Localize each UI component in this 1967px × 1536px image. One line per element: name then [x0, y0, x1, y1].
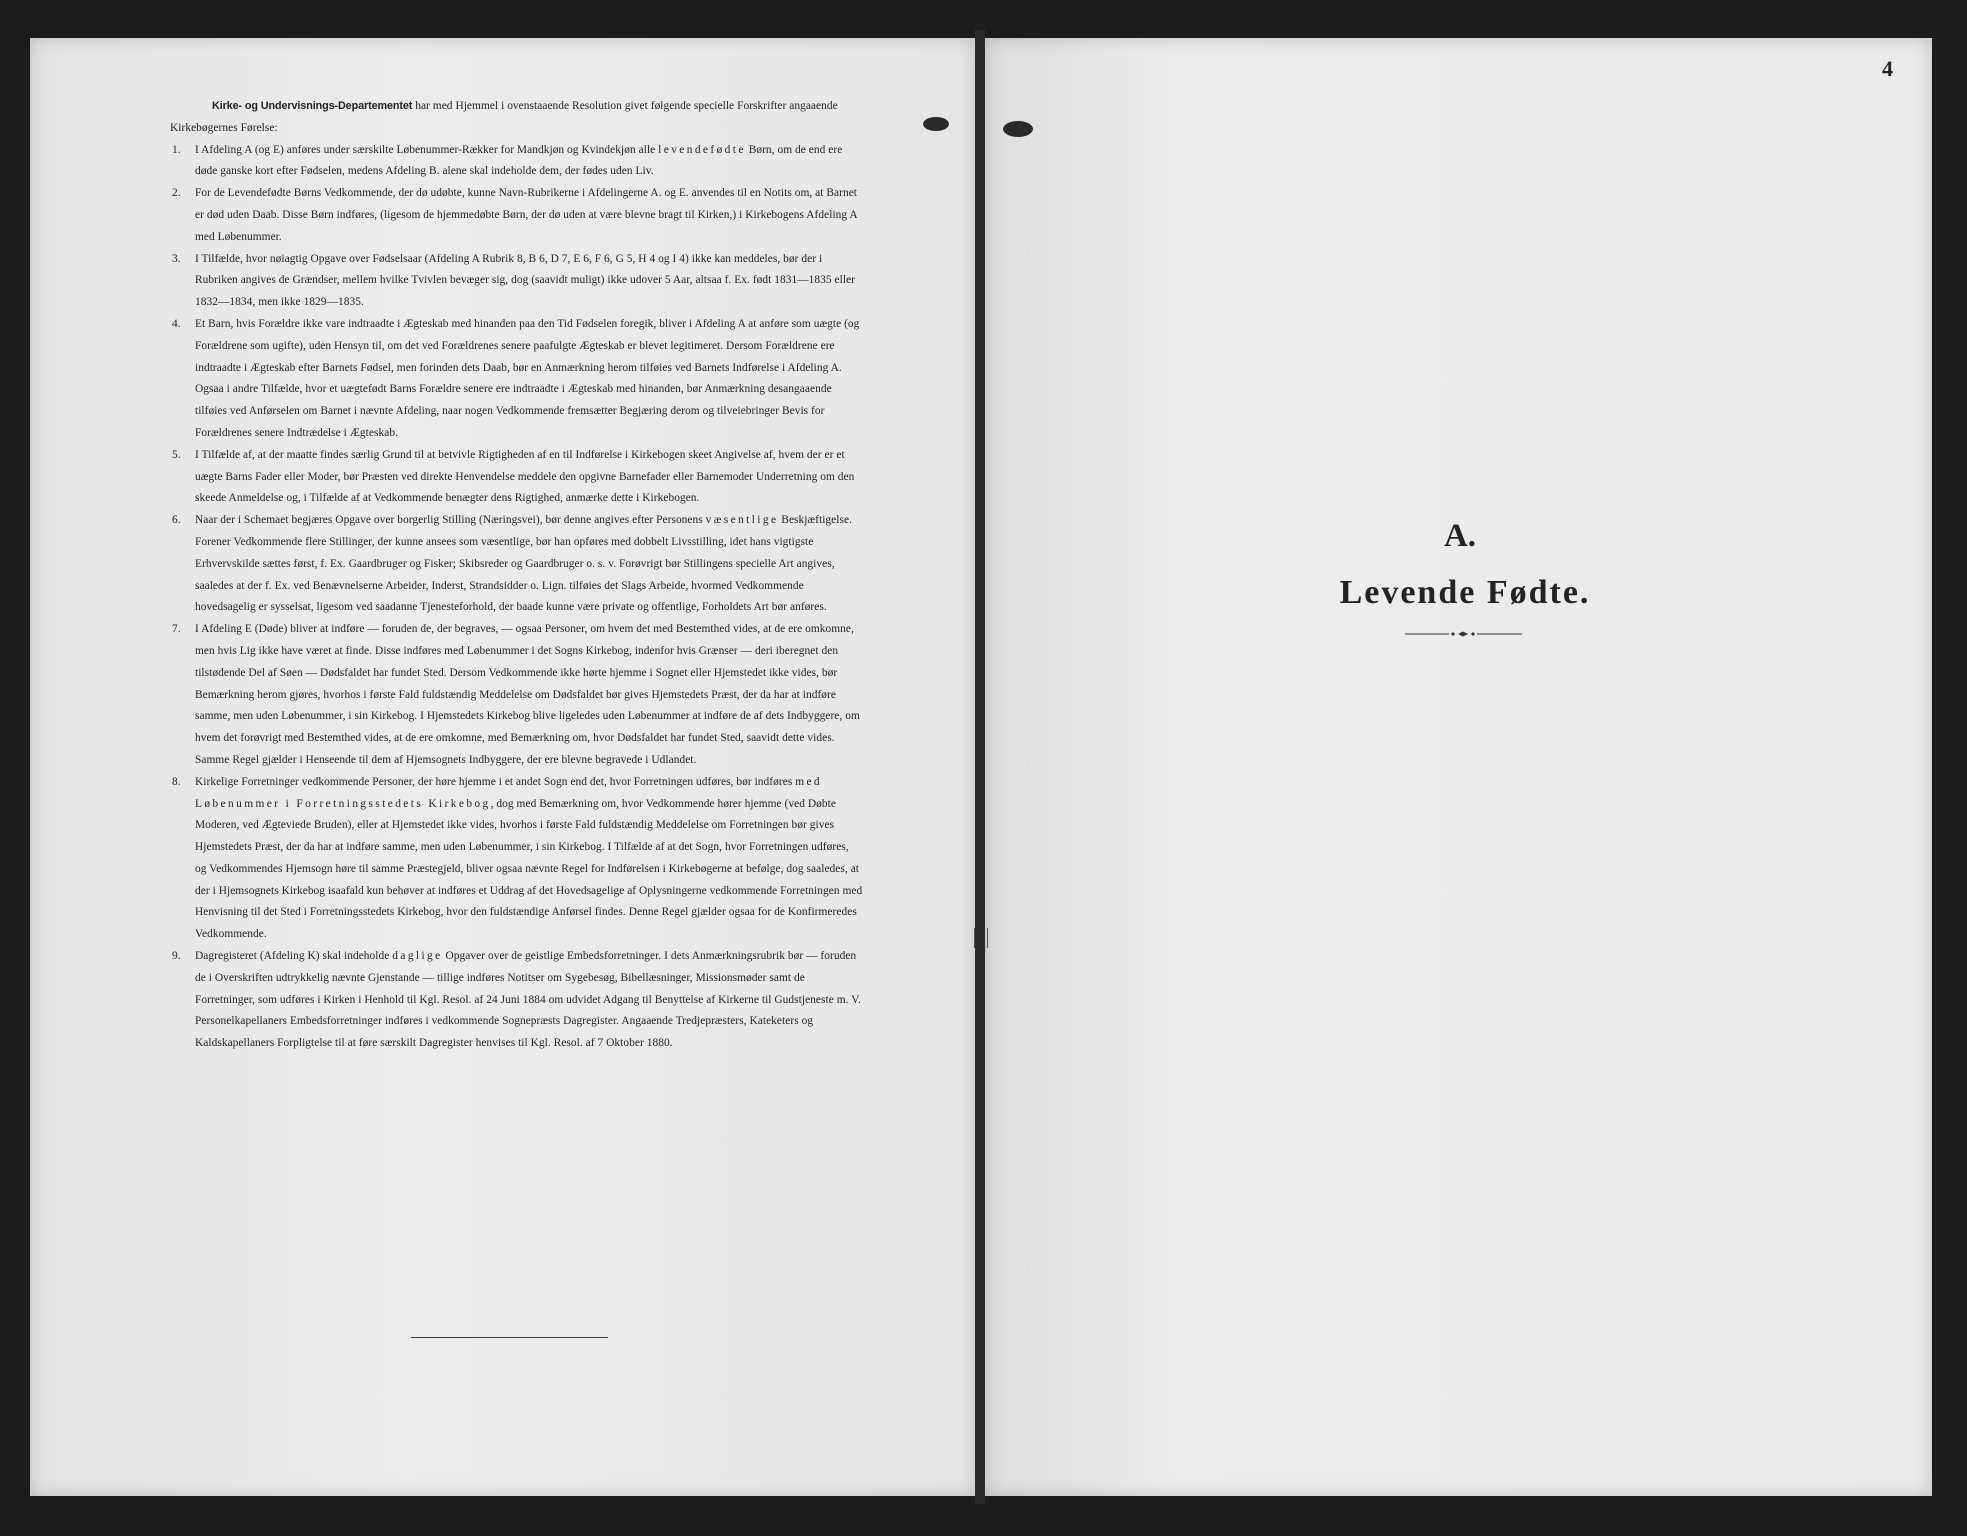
- rule-number: 3.: [172, 252, 181, 265]
- rule-text: Dagregisteret (Afdeling K) skal indeholde: [195, 950, 393, 963]
- rule-number: 7.: [172, 623, 181, 636]
- rule-item: [170, 249, 863, 314]
- rule-text: Opgaver over de geistlige Embedsforretninger. I dets Anmærkningsrubrik bør — foruden de i Overskriften udtrykkelig nævnte Gjenstande — tillige indføres Notitser om Sygebesøg, Bibellæsninger, Missionsmøder samt de Forretninger, som udføres i Kirken i Henhold til Kgl. Resol. af 24 Juni 1884 om udvidet Adgang til Benyttelse af Kirkerne til Gudstjeneste m. V. Personelkapellaners Embedsforretninger indføres i vedkommende Sognepræsts Dagregister. Angaaende Tredjepræsters, Kateketers og Kaldskapellaners Forpligtelse til at føre særskilt Dagregister henvises til Kgl. Resol. af 7 Oktober 1880.: [195, 950, 861, 1050]
- rule-text: Børn, om de end ere døde ganske kort efter Fødselen, medens Afdeling B. alene skal indeholde dem, der fødes uden Liv.: [195, 143, 843, 178]
- section-letter: A.: [1443, 518, 1477, 554]
- book-gutter: [975, 30, 985, 1504]
- rule-number: 8.: [172, 775, 181, 788]
- rule-item: [170, 140, 863, 184]
- rule-text: Naar der i Schemaet begjæres Opgave over borgerlig Stilling (Næringsvei), bør denne angives efter Personens: [195, 514, 706, 527]
- right-page: [985, 38, 1932, 1496]
- rule-text: Et Barn, hvis Forældre ikke vare indtraadte i Ægteskab med hinanden paa den Tid Fødselen foregik, bliver i Afdeling A at anføre som uægte (og Forældrene som ugifte), uden Hensyn til, om det ved Forældrenes senere paafulgte Ægteskab er blevet legitimeret. Dersom Forældrene ere indtraadte i Ægteskab efter Barnets Fødsel, men forinden dets Daab, bør en Anmærkning herom tilføies ved Barnets Indførelse i Afdeling A. Ogsaa i andre Tilfælde, hvor et uægtefødt Barns Forældre senere ere indtraadte i Ægteskab med hinanden, bør Anmærkning desangaaende tilføies ved Anførselen om Barnet i nævnte Afdeling, naar nogen Vedkommende fremsætter Begjæring derom og tilveiebringer Bevis for Forældrenes senere Indtrædelse i Ægteskab.: [195, 317, 860, 439]
- page-number: 4: [1882, 56, 1893, 81]
- rule-number: 2.: [172, 187, 181, 200]
- rule-item: [170, 445, 863, 510]
- rules-list: [170, 140, 863, 1055]
- rule-number: 4.: [172, 317, 181, 330]
- binding-stitch: [974, 928, 988, 948]
- rule-emphasis: med Løbenummer i Forretningsstedets Kirkebog: [195, 775, 823, 810]
- ink-blot: [1003, 121, 1033, 137]
- rule-text: Beskjæftigelse. Forener Vedkommende flere Stillinger, der kunne ansees som væsentlige, bør han opføres med dobbelt Livsstilling, idet hans vigtigste Erhvervskilde sættes først, f. Ex. Gaardbruger og Fisker; Skibsreder og Gaardbruger o. s. v. Forøvrigt bør Stillingens specielle Art angives, saaledes at der f. Ex. ved Benævnelserne Arbeider, Inderst, Strandsidder o. Lign. tilføies det Slags Arbeide, hvormed Vedkommende hovedsagelig er sysselsat, ligesom ved saadanne Tjenesteforhold, der baade kunne være private og offentlige, Forholdets Art bør anføres.: [195, 514, 852, 614]
- rule-emphasis: daglige: [392, 950, 443, 963]
- rule-item: [170, 772, 863, 946]
- rule-text: I Tilfælde, hvor nøiagtig Opgave over Fødselsaar (Afdeling A Rubrik 8, B 6, D 7, E 6, F 6, G 5, H 4 og I 4) ikke kan meddeles, bør der i Rubriken angives de Grændser, mellem hvilke Tvivlen bevæger sig, dog (saavidt muligt) ikke udover 5 Aar, altsaa f. Ex. født 1831—1835 eller 1832—1834, men ikke 1829—1835.: [195, 252, 856, 309]
- rule-text: For de Levendefødte Børns Vedkommende, der dø udøbte, kunne Navn-Rubrikerne i Afdelingerne A. og E. anvendes til en Notits om, at Barnet er død uden Daab. Disse Børn indføres, (ligesom de hjemmedøbte Børn, der dø uden at være blevne bragt til Kirken,) i Kirkebogens Afdeling A med Løbenummer.: [195, 187, 858, 243]
- regulations-text: [170, 96, 863, 1055]
- ink-blot: [923, 117, 949, 131]
- rule-emphasis: væsentlige: [705, 514, 779, 527]
- rule-emphasis: levendefødte: [658, 143, 746, 156]
- rule-text: I Tilfælde af, at der maatte findes særlig Grund til at betvivle Rigtigheden af en til Indførelse i Kirkebogen skeet Angivelse af, hvem der er et uægte Barns Fader eller Moder, bør Præsten ved direkte Henvendelse meddele den opgivne Barnefader eller Barnemoder Underretning om den skeede Anmeldelse og, i Tilfælde af at Vedkommende benægter dens Rigtighed, anmærke dette i Kirkebogen.: [195, 448, 855, 505]
- intro-paragraph: [170, 96, 863, 140]
- end-rule: [411, 1337, 608, 1338]
- rule-item: [170, 510, 863, 619]
- rule-number: 1.: [172, 143, 181, 156]
- intro-text: har med Hjemmel i ovenstaaende Resolution givet følgende specielle Forskrifter angaaende Kirkebøgernes Førelse:: [170, 100, 838, 134]
- rule-item: [170, 314, 863, 445]
- rule-text: I Afdeling E (Døde) bliver at indføre — foruden de, der begraves, — ogsaa Personer, om hvem det med Bestemthed vides, at de ere omkomne, men hvis Lig ikke have været at finde. Disse indføres med Løbenummer i det Sogns Kirkebog, indenfor hvis Grænser — deri iberegnet den tilstødende Del af Søen — Dødsfaldet har fundet Sted. Dersom Vedkommende ikke hørte hjemme i Sognet eller Hjemstedet ikke vides, bør Bemærkning herom gjøres, hvorhos i første Fald fuldstændig Meddelelse om Dødsfaldet bør gives Hjemstedets Præst, der da har at indføre samme, men uden Løbenummer, i sin Kirkebog. I Hjemstedets Kirkebog blive ligeledes uden Løbenummer at indføre de af dets Indbyggere, om hvem det forøvrigt med Bestemthed vides, at de ere omkomne, med Bemærkning om, hvor Dødsfaldet har fundet Sted, saavidt dette vides. Samme Regel gjælder i Henseende til dem af Hjemsognets Indbyggere, der ere blevne begravede i Udlandet.: [195, 623, 860, 766]
- department-name: Kirke- og Undervisnings-Departementet: [212, 100, 413, 112]
- rule-text: , dog med Bemærkning om, hvor Vedkommende hører hjemme (ved Døbte Moderen, ved Ægteviede Bruden), eller at Hjemstedet ikke vides, hvorhos i første Fald fuldstændig Meddelelse om Forretningen bør gives Hjemstedets Præst, der da har at indføre samme, men uden Løbenummer, i sin Kirkebog. I Tilfælde af at det Sogn, hvor Forretningen udføres, og Vedkommendes Hjemsogn høre til samme Præstegjeld, bliver ogsaa nævnte Regel for Indførelsen i Kirkebøgerne at befølge, dog saaledes, at der i Hjemsognets Kirkebog isaafald kun behøver at indføres et Uddrag af det Hovedsagelige af Oplysningerne vedkommende Forretningen med Henvisning til det Sted i Forretningsstedets Kirkebog, hvor den fuldstændige Anførsel findes. Denne Regel gjælder ogsaa for de Konfirmeredes Vedkommende.: [195, 797, 863, 941]
- rule-number: 6.: [172, 514, 181, 527]
- rule-item: [170, 946, 863, 1055]
- rule-text: I Afdeling A (og E) anføres under særskilte Løbenummer-Rækker for Mandkjøn og Kvindekjøn alle: [195, 143, 659, 156]
- rule-item: [170, 619, 863, 772]
- rule-number: 9.: [172, 950, 181, 963]
- ornament-divider: [1405, 629, 1522, 639]
- section-title: Levende Fødte.: [1339, 574, 1591, 611]
- rule-item: [170, 183, 863, 248]
- rule-number: 5.: [172, 448, 181, 461]
- rule-text: Kirkelige Forretninger vedkommende Personer, der høre hjemme i et andet Sogn end det, hvor Forretningen udføres, bør indføres: [195, 775, 796, 788]
